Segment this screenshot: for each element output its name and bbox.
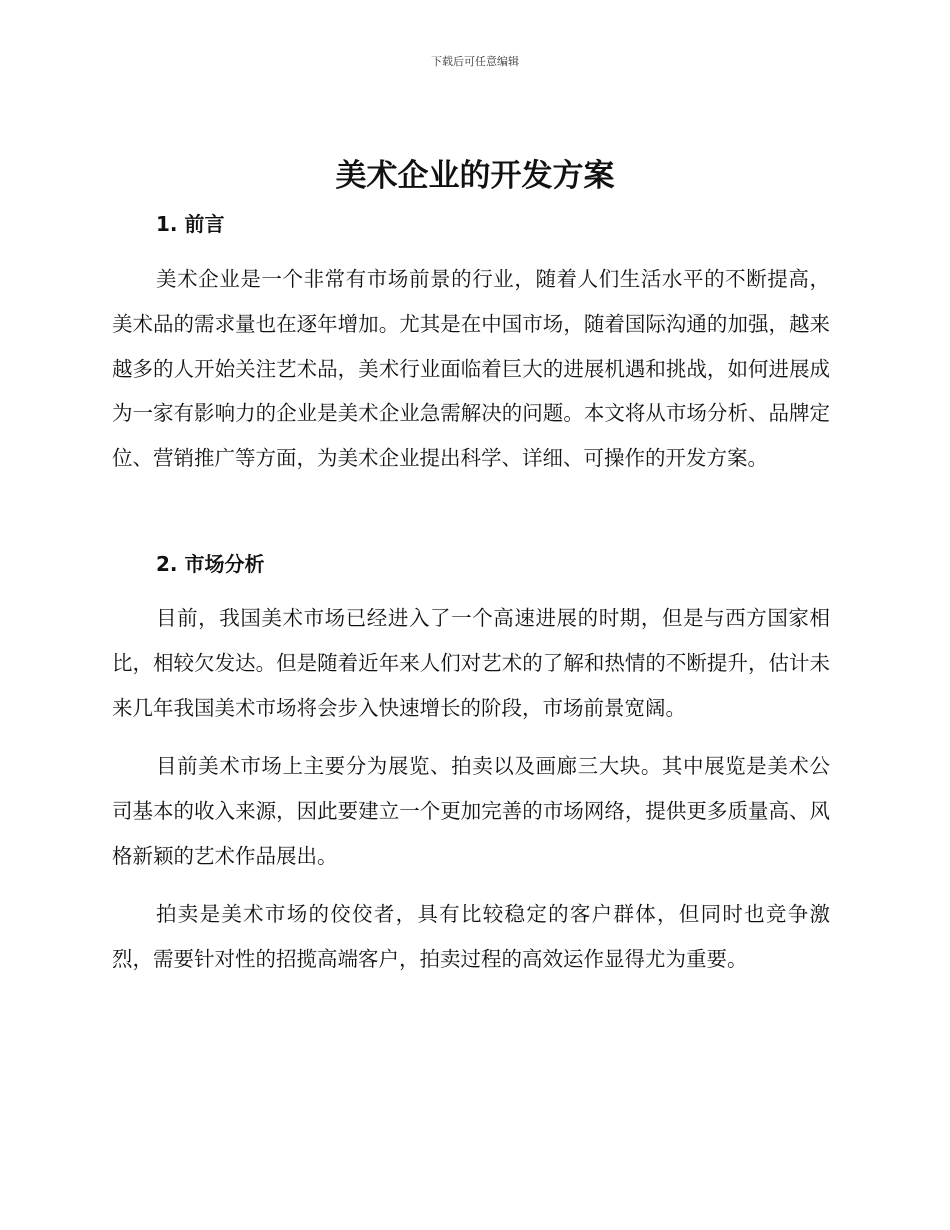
preface-paragraph: 美术企业是一个非常有市场前景的行业，随着人们生活水平的不断提高，美术品的需求量也在逐年增加。尤其是在中国市场，随着国际沟通的加强，越来越多的人开始关注艺术品，美术行业面临着巨大的进展机遇和挑战，如何进展成为一家有影响力的企业是美术企业急需解决的问题。本文将从市场分析、品牌定位、营销推广等方面，为美术企业提出科学、详细、可操作的开发方案。 [112, 267, 830, 471]
market-analysis-paragraph-2: 目前美术市场上主要分为展览、拍卖以及画廊三大块。其中展览是美术公司基本的收入来源，因此要建立一个更加完善的市场网络，提供更多质量高、风格新颖的艺术作品展出。 [112, 754, 830, 868]
header-note: 下载后可任意编辑 [431, 55, 519, 68]
market-analysis-paragraph-3: 拍卖是美术市场的佼佼者，具有比较稳定的客户群体，但同时也竞争激烈，需要针对性的招揽高端客户，拍卖过程的高效运作显得尤为重要。 [112, 902, 830, 971]
section-heading-preface: 1. 前言 [156, 212, 225, 236]
section-heading-market-analysis: 2. 市场分析 [156, 552, 265, 576]
market-analysis-paragraph-1: 目前，我国美术市场已经进入了一个高速进展的时期，但是与西方国家相比，相较欠发达。但是随着近年来人们对艺术的了解和热情的不断提升，估计未来几年我国美术市场将会步入快速增长的阶段，市场前景宽阔。 [112, 606, 830, 720]
document-title: 美术企业的开发方案 [335, 158, 615, 194]
